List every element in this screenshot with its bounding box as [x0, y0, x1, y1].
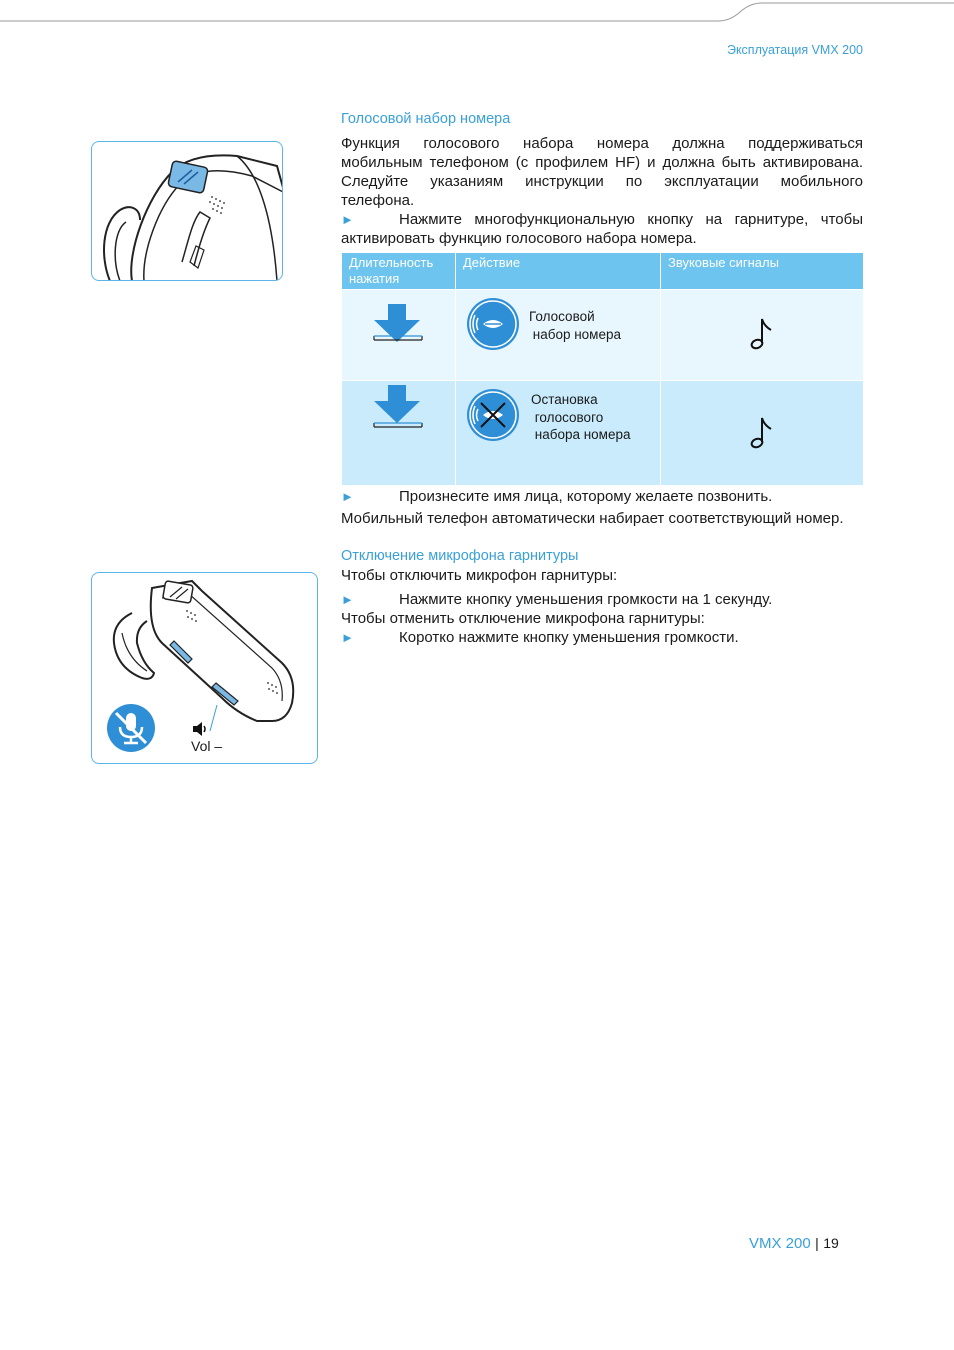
short-press-icon — [342, 290, 455, 375]
section-heading-mute: Отключение микрофона гарнитуры — [341, 548, 579, 564]
voice-dial-intro — [341, 134, 863, 210]
table-header: Действие — [456, 253, 661, 290]
step-text: Произнесите имя лица, которому желаете позвонить. — [399, 488, 773, 505]
voice-dial-table — [342, 253, 863, 485]
action-label — [531, 391, 631, 444]
voice-dial-icon — [465, 296, 521, 352]
footer-separator: | — [815, 1235, 819, 1251]
voice-dial-step-1 — [341, 210, 863, 248]
table-row — [342, 381, 863, 486]
table-row — [342, 290, 863, 381]
voice-dial-cancel-icon — [465, 387, 521, 443]
step-text: Нажмите многофункциональную кнопку на гарнитуре, чтобы — [399, 211, 863, 228]
page-number: 19 — [823, 1235, 839, 1251]
intro-line: Следуйте указаниям инструкции по эксплуатации мобильного — [341, 173, 863, 190]
volume-down-icon — [191, 720, 209, 738]
press-cell — [342, 381, 456, 486]
table-header: Звуковые сигналы — [661, 253, 864, 290]
action-label — [529, 308, 621, 343]
section-heading-voice-dial: Голосовой набор номера — [341, 111, 511, 127]
action-label-line: Голосовой набор номера — [529, 309, 621, 342]
action-cell — [456, 290, 661, 381]
mute-cancel-intro: Чтобы отменить отключение микрофона гарнитуры: — [341, 610, 705, 627]
step-text: Нажмите кнопку уменьшения громкости на 1 секунду. — [399, 591, 773, 608]
mute-step-1 — [341, 590, 863, 609]
intro-line: Функция голосового набора номера должна поддерживаться — [341, 135, 863, 152]
bullet-arrow-icon: ► — [341, 212, 354, 227]
intro-line: телефона. — [341, 192, 415, 209]
mute-intro: Чтобы отключить микрофон гарнитуры: — [341, 567, 618, 584]
music-note-icon — [749, 415, 773, 451]
step-text: Коротко нажмите кнопку уменьшения громкости. — [399, 629, 739, 646]
headset-illustration — [92, 142, 282, 280]
intro-line: мобильным телефоном (с профилем HF) и должна быть активирована. — [341, 154, 863, 171]
step-text: активировать функцию голосового набора номера. — [341, 230, 697, 247]
voice-dial-step-2 — [341, 487, 863, 506]
press-cell — [342, 290, 456, 381]
running-head: Эксплуатация VMX 200 — [726, 43, 863, 57]
action-cell — [456, 381, 661, 486]
mute-step-2 — [341, 628, 863, 647]
bullet-arrow-icon: ► — [341, 489, 354, 504]
tone-cell — [661, 290, 864, 381]
figure-multifunction-button — [91, 141, 283, 281]
figure-mute-button — [91, 572, 318, 764]
microphone-muted-icon — [106, 703, 156, 753]
bullet-arrow-icon: ► — [341, 630, 354, 645]
action-label-line: Остановка голосового набора номера — [531, 392, 631, 442]
header-rule — [0, 0, 954, 30]
voice-dial-result: Мобильный телефон автоматически набирает соответствующий номер. — [341, 510, 844, 527]
music-note-icon — [749, 316, 773, 352]
footer — [749, 1235, 839, 1253]
tone-cell — [661, 381, 864, 486]
bullet-arrow-icon: ► — [341, 592, 354, 607]
footer-brand: VMX 200 — [749, 1235, 811, 1252]
short-press-icon — [342, 381, 455, 485]
volume-down-label: Vol – — [191, 738, 223, 754]
table-header: Длительность нажатия — [342, 253, 456, 290]
